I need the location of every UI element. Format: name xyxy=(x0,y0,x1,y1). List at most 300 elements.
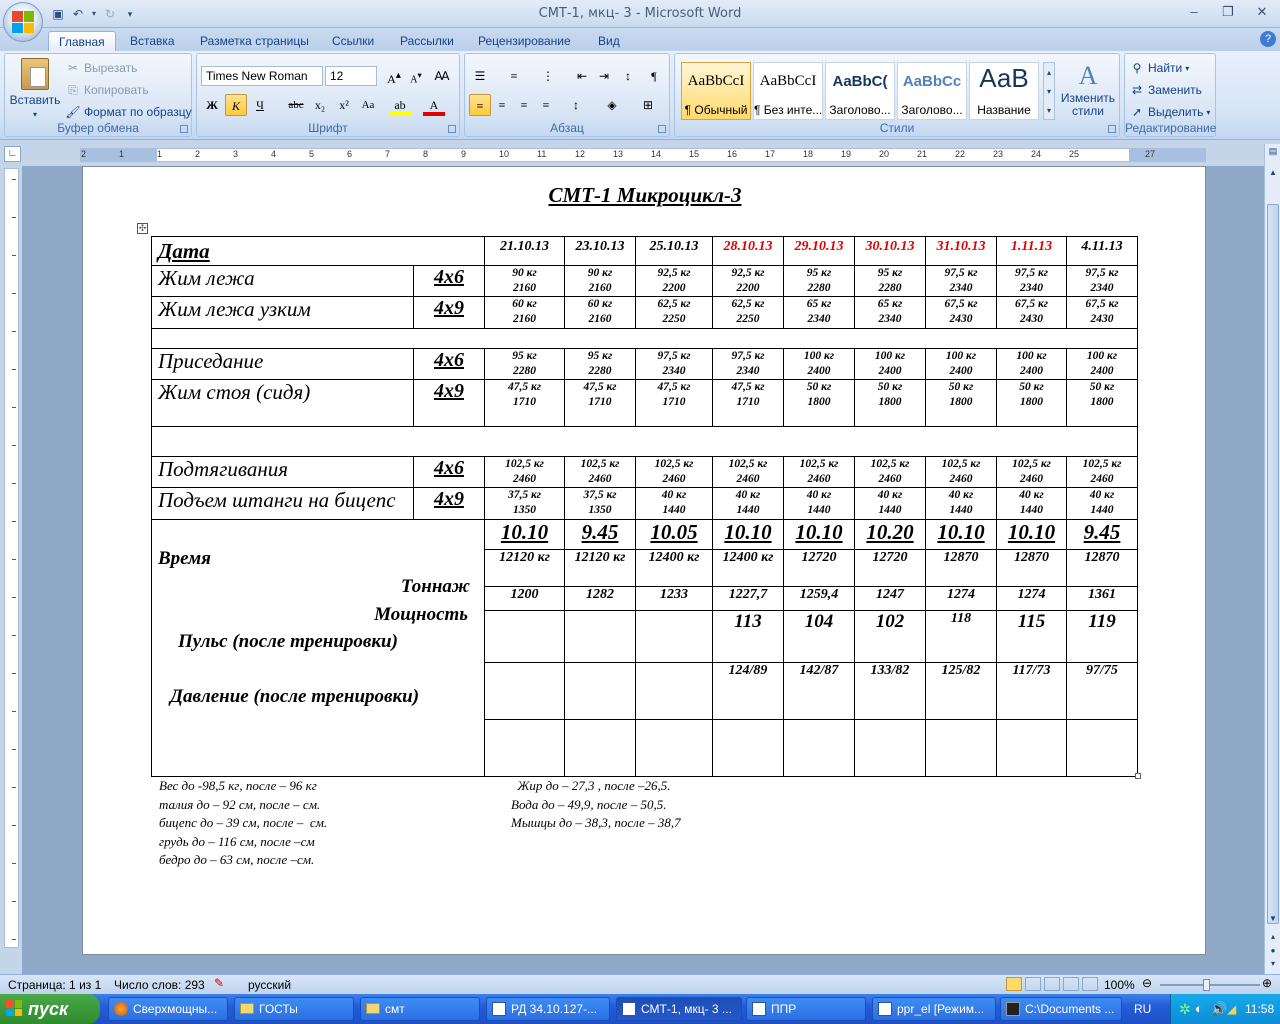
decrease-indent-icon[interactable]: ⇤ xyxy=(576,69,588,83)
word-count[interactable]: Число слов: 293 xyxy=(114,978,205,992)
tonnage-value: 1710 xyxy=(662,396,686,408)
vertical-ruler[interactable] xyxy=(4,168,19,948)
empty-cell[interactable] xyxy=(713,720,784,777)
draft-icon[interactable] xyxy=(1082,977,1098,991)
tab-page-layout[interactable]: Разметка страницы xyxy=(200,34,309,48)
scheme-cell[interactable]: 4x9 xyxy=(414,297,485,329)
zoom-out-icon[interactable]: ⊖ xyxy=(1142,976,1153,990)
tonnage-value: 2460 xyxy=(807,473,831,485)
exercise-name[interactable]: Жим лежа xyxy=(152,266,414,297)
ruler-number: 14 xyxy=(651,149,662,159)
tonnage-value: 2340 xyxy=(807,313,831,325)
pressure-cell[interactable]: 117/73 xyxy=(997,663,1067,720)
sort-icon[interactable]: ↕ xyxy=(625,69,631,83)
exercise-name[interactable]: Подтягивания xyxy=(152,457,414,488)
times-cell[interactable]: 9.45 xyxy=(1067,520,1138,550)
times-cell[interactable]: 9.45 xyxy=(565,520,636,550)
italic-icon[interactable]: К xyxy=(225,94,247,116)
empty-cell[interactable] xyxy=(1067,720,1138,777)
tonnage-cell[interactable]: 12870 xyxy=(997,550,1067,587)
weight-value: 67,5 кг xyxy=(1014,298,1049,310)
bold-icon[interactable]: Ж xyxy=(206,98,218,112)
weight-cell[interactable] xyxy=(1067,488,1138,520)
date-cell[interactable]: 31.10.13 xyxy=(926,237,997,266)
weight-cell[interactable] xyxy=(636,457,713,488)
dialog-launcher-icon[interactable] xyxy=(1108,125,1116,133)
ruler-number: 16 xyxy=(727,149,738,159)
weight-cell[interactable] xyxy=(565,457,636,488)
numbering-icon[interactable]: ≡ xyxy=(510,69,518,83)
undo-icon[interactable]: ↶ xyxy=(72,7,84,21)
restore-icon[interactable]: ❐ xyxy=(1222,4,1234,19)
weight-cell[interactable] xyxy=(997,488,1067,520)
tonnage-value: 1800 xyxy=(807,396,831,408)
power-cell[interactable]: 1274 xyxy=(997,587,1067,611)
bullets-icon[interactable]: ☰ xyxy=(474,69,486,83)
copy-button[interactable]: ⎘ Копировать xyxy=(65,82,149,98)
style-heading-2[interactable]: AaBbCc Заголово... xyxy=(897,62,967,120)
tonnage-cell[interactable]: 12720 xyxy=(784,550,855,587)
weight-cell[interactable] xyxy=(855,488,926,520)
scissors-icon: ✂ xyxy=(67,61,79,75)
weight-cell[interactable] xyxy=(997,380,1067,427)
underline-icon[interactable]: Ч xyxy=(256,98,264,112)
ruler-tick xyxy=(12,711,16,712)
table-resize-handle[interactable] xyxy=(1135,773,1141,779)
style-title[interactable]: АаВ Название xyxy=(969,62,1039,120)
pulse-cell[interactable]: 104 xyxy=(784,611,855,663)
weight-value: 90 кг xyxy=(587,267,613,279)
document-page[interactable] xyxy=(82,166,1206,955)
start-button[interactable]: пуск xyxy=(0,994,100,1024)
horizontal-ruler[interactable] xyxy=(80,148,1206,162)
find-button[interactable]: ⚲ Найти ▾ xyxy=(1129,60,1189,76)
pressure-cell[interactable]: 125/82 xyxy=(926,663,997,720)
line-spacing-icon[interactable]: ↕ xyxy=(573,98,579,112)
dialog-launcher-icon[interactable] xyxy=(180,125,188,133)
weight-cell[interactable] xyxy=(485,297,565,329)
times-cell[interactable]: 10.05 xyxy=(636,520,713,550)
weight-cell[interactable] xyxy=(485,380,565,427)
exercise-name[interactable]: Жим стоя (сидя) xyxy=(152,380,414,427)
scheme-cell[interactable]: 4x6 xyxy=(414,349,485,380)
label-power: Мощность xyxy=(374,604,468,625)
weight-cell[interactable] xyxy=(636,380,713,427)
note-line: бедро до – 63 см, после –см. xyxy=(159,852,315,867)
binoculars-icon: ⚲ xyxy=(1132,61,1142,75)
weight-cell[interactable] xyxy=(565,297,636,329)
table-row xyxy=(152,297,1138,329)
weight-cell[interactable] xyxy=(565,266,636,297)
ruler-tick xyxy=(12,255,16,256)
weight-cell[interactable] xyxy=(713,297,784,329)
weight-value: 40 кг xyxy=(877,489,903,501)
weight-cell[interactable] xyxy=(784,457,855,488)
taskbar-item[interactable]: C:\Documents ... xyxy=(1000,997,1122,1021)
tonnage-value: 2400 xyxy=(949,365,973,377)
pulse-cell[interactable]: 102 xyxy=(855,611,926,663)
times-cell[interactable]: 10.10 xyxy=(485,520,565,550)
align-center-icon[interactable]: ≡ xyxy=(498,98,506,112)
taskbar xyxy=(0,994,1280,1024)
spacer-row xyxy=(152,329,1138,349)
scheme-cell[interactable]: 4x9 xyxy=(414,380,485,427)
date-cell[interactable]: 21.10.13 xyxy=(485,237,565,266)
weight-value: 50 кг xyxy=(806,381,832,393)
weight-cell[interactable] xyxy=(1067,266,1138,297)
weight-value: 92,5 кг xyxy=(657,267,691,279)
tonnage-cell[interactable]: 12400 кг xyxy=(636,550,713,587)
zoom-level[interactable]: 100% xyxy=(1104,978,1135,992)
vertical-scrollbar[interactable] xyxy=(1264,144,1280,974)
cut-button[interactable]: ✂ Вырезать xyxy=(65,60,137,76)
pressure-cell[interactable] xyxy=(636,663,713,720)
ruler-tick xyxy=(12,293,16,294)
tab-review[interactable]: Рецензирование xyxy=(478,34,571,48)
clock[interactable]: 11:58 xyxy=(1245,1002,1275,1016)
highlight-icon[interactable]: ab xyxy=(389,94,411,116)
scroll-up-icon[interactable]: ▲ xyxy=(1269,168,1277,177)
empty-cell[interactable] xyxy=(565,720,636,777)
ruler-tick xyxy=(12,939,16,940)
style-heading-1[interactable]: AaBbC( Заголово... xyxy=(825,62,895,120)
date-cell[interactable]: 28.10.13 xyxy=(713,237,784,266)
exercise-name[interactable]: Подъем штанги на бицепс xyxy=(152,488,414,520)
style-no-spacing[interactable]: AaBbCcI ¶ Без инте... xyxy=(753,62,823,120)
power-cell[interactable]: 1247 xyxy=(855,587,926,611)
tonnage-value: 2460 xyxy=(662,473,686,485)
tonnage-value: 1710 xyxy=(513,396,536,408)
times-cell[interactable]: 10.10 xyxy=(926,520,997,550)
pulse-cell[interactable]: 119 xyxy=(1067,611,1138,663)
change-case-icon[interactable]: Aa xyxy=(361,99,375,111)
browse-object-icon[interactable]: ● xyxy=(1270,946,1276,955)
weight-value: 102,5 кг xyxy=(1012,458,1051,470)
power-cell[interactable]: 1233 xyxy=(636,587,713,611)
tonnage-cell[interactable]: 12720 xyxy=(855,550,926,587)
font-family-select[interactable]: Times New Roman xyxy=(201,66,323,86)
times-cell[interactable]: 10.20 xyxy=(855,520,926,550)
weight-cell[interactable] xyxy=(713,349,784,380)
taskbar-item-active[interactable]: СМТ-1, мкц- 3 ... xyxy=(616,997,742,1021)
tonnage-value: 2430 xyxy=(949,313,973,325)
weight-cell[interactable] xyxy=(713,488,784,520)
weight-value: 102,5 кг xyxy=(1082,458,1122,470)
weight-value: 50 кг xyxy=(1019,381,1044,393)
taskbar-item[interactable]: Сверхмощны... xyxy=(108,997,228,1021)
tonnage-cell[interactable]: 12120 кг xyxy=(485,550,565,587)
weight-cell[interactable] xyxy=(636,266,713,297)
weight-cell[interactable] xyxy=(784,297,855,329)
times-cell[interactable]: 10.10 xyxy=(997,520,1067,550)
ruler-number: 23 xyxy=(993,149,1004,159)
tonnage-value: 2430 xyxy=(1020,313,1043,325)
weight-cell[interactable] xyxy=(784,349,855,380)
tonnage-value: 2160 xyxy=(588,282,612,294)
tonnage-cell[interactable]: 12120 кг xyxy=(565,550,636,587)
weight-cell[interactable] xyxy=(784,380,855,427)
weight-cell[interactable] xyxy=(713,266,784,297)
ruler-tick xyxy=(12,521,16,522)
shading-icon[interactable]: ◈ xyxy=(607,98,617,112)
power-cell[interactable]: 1282 xyxy=(565,587,636,611)
taskbar-item[interactable]: ППР xyxy=(746,997,866,1021)
date-cell[interactable]: 25.10.13 xyxy=(636,237,713,266)
strikethrough-icon[interactable]: abc xyxy=(288,99,304,111)
group-label: Абзац xyxy=(550,121,584,135)
tab-references[interactable]: Ссылки xyxy=(332,34,375,48)
tonnage-cell[interactable]: 12870 xyxy=(926,550,997,587)
weight-cell[interactable] xyxy=(485,349,565,380)
weight-cell[interactable] xyxy=(997,457,1067,488)
pulse-cell[interactable]: 115 xyxy=(997,611,1067,663)
ruler-number: 22 xyxy=(955,149,966,159)
weight-cell[interactable] xyxy=(636,488,713,520)
ruler-number: 20 xyxy=(879,149,890,159)
weight-cell[interactable] xyxy=(636,349,713,380)
align-right-icon[interactable]: ≡ xyxy=(520,98,528,112)
save-icon[interactable]: ▣ xyxy=(52,7,64,21)
chevron-down-icon: ▾ xyxy=(32,110,37,119)
change-styles-button[interactable]: A Изменить стили xyxy=(1060,61,1116,118)
increase-indent-icon[interactable]: ⇥ xyxy=(598,69,610,83)
ruler-number: 4 xyxy=(271,149,277,159)
date-cell[interactable]: 4.11.13 xyxy=(1067,237,1138,266)
style-normal[interactable]: AaBbCcI ¶ Обычный xyxy=(681,62,751,120)
replace-button[interactable]: ⇄ Заменить xyxy=(1129,82,1202,98)
clear-format-icon[interactable]: Ꜳ xyxy=(434,69,450,83)
dialog-launcher-icon[interactable] xyxy=(658,125,666,133)
date-cell[interactable]: 1.11.13 xyxy=(997,237,1067,266)
weight-cell[interactable] xyxy=(565,349,636,380)
taskbar-item[interactable]: смт xyxy=(360,997,480,1021)
weight-cell[interactable] xyxy=(855,349,926,380)
empty-cell[interactable] xyxy=(152,427,1138,457)
pressure-cell[interactable] xyxy=(485,663,565,720)
weight-cell[interactable] xyxy=(485,488,565,520)
zoom-in-icon[interactable]: ⊕ xyxy=(1262,976,1273,990)
align-left-icon[interactable]: ≡ xyxy=(469,94,491,116)
console-icon xyxy=(1006,1002,1020,1016)
weight-cell[interactable] xyxy=(636,297,713,329)
ruler-number: 15 xyxy=(689,149,700,159)
word-doc-icon xyxy=(492,1002,506,1016)
ruler-tick xyxy=(12,331,16,332)
weight-cell[interactable] xyxy=(713,380,784,427)
ruler-number: 25 xyxy=(1069,149,1080,159)
zoom-thumb[interactable] xyxy=(1203,979,1210,991)
power-cell[interactable]: 1259,4 xyxy=(784,587,855,611)
pressure-cell[interactable]: 97/75 xyxy=(1067,663,1138,720)
close-icon[interactable]: ✕ xyxy=(1256,4,1268,19)
empty-cell[interactable] xyxy=(485,720,565,777)
firefox-icon xyxy=(114,1002,128,1016)
proofing-icon[interactable]: ✎ xyxy=(214,976,225,990)
weight-cell[interactable] xyxy=(485,266,565,297)
weight-value: 97,5 кг xyxy=(1085,267,1119,279)
tab-home[interactable]: Главная xyxy=(48,31,116,51)
weight-cell[interactable] xyxy=(855,380,926,427)
pressure-cell[interactable]: 124/89 xyxy=(713,663,784,720)
empty-cell[interactable] xyxy=(997,720,1067,777)
table-move-handle-icon[interactable]: ✣ xyxy=(138,223,147,233)
weight-value: 67,5 кг xyxy=(1085,298,1119,310)
tonnage-value: 1440 xyxy=(878,504,902,516)
pressure-cell[interactable] xyxy=(565,663,636,720)
weight-cell[interactable] xyxy=(1067,457,1138,488)
scheme-cell[interactable]: 4x6 xyxy=(414,266,485,297)
times-cell[interactable]: 10.10 xyxy=(784,520,855,550)
weight-cell[interactable] xyxy=(926,457,997,488)
pressure-cell[interactable]: 142/87 xyxy=(784,663,855,720)
ruler-number: 2 xyxy=(195,149,201,159)
tonnage-value: 2340 xyxy=(949,282,973,294)
ruler-number: 3 xyxy=(233,149,239,159)
weight-cell[interactable] xyxy=(926,488,997,520)
weight-cell[interactable] xyxy=(1067,349,1138,380)
ruler-tick xyxy=(12,407,16,408)
weight-cell[interactable] xyxy=(926,349,997,380)
font-size-select[interactable]: 12 xyxy=(325,66,377,86)
weight-cell[interactable] xyxy=(926,380,997,427)
weight-cell[interactable] xyxy=(855,266,926,297)
volume-icon[interactable]: 🔊 xyxy=(1211,1001,1228,1016)
window-controls xyxy=(1184,4,1272,22)
paste-button[interactable]: Вставить ▾ xyxy=(9,58,61,119)
weight-cell[interactable] xyxy=(565,380,636,427)
redo-icon[interactable]: ↻ xyxy=(104,7,116,21)
power-cell[interactable]: 1274 xyxy=(926,587,997,611)
notes-left xyxy=(159,777,327,870)
tab-insert[interactable]: Вставка xyxy=(130,34,175,48)
date-cell[interactable]: 23.10.13 xyxy=(565,237,636,266)
weight-cell[interactable] xyxy=(485,457,565,488)
zoom-slider[interactable] xyxy=(1160,984,1260,986)
select-button[interactable]: ➚ Выделить ▾ xyxy=(1129,104,1210,120)
ruler-number: 1 xyxy=(119,149,125,159)
weight-value: 100 кг xyxy=(1016,350,1047,362)
weight-cell[interactable] xyxy=(784,266,855,297)
empty-cell[interactable] xyxy=(636,720,713,777)
taskbar-item[interactable]: РД 34.10.127-... xyxy=(486,997,610,1021)
scheme-cell[interactable]: 4x6 xyxy=(414,457,485,488)
grow-font-icon[interactable]: A▴ xyxy=(387,70,401,86)
power-cell[interactable]: 1361 xyxy=(1067,587,1138,611)
ruler-tick xyxy=(12,673,16,674)
dialog-launcher-icon[interactable] xyxy=(448,125,456,133)
minimize-icon[interactable]: – xyxy=(1190,4,1198,19)
tonnage-cell[interactable]: 12870 xyxy=(1067,550,1138,587)
windows-logo-icon xyxy=(6,1000,22,1016)
empty-cell[interactable] xyxy=(784,720,855,777)
scroll-down-icon[interactable]: ▼ xyxy=(1269,914,1277,923)
taskbar-item[interactable]: ГОСТы xyxy=(234,997,354,1021)
network-icon[interactable]: ✲ xyxy=(1179,1001,1191,1017)
full-screen-icon[interactable] xyxy=(1025,977,1041,991)
empty-cell[interactable] xyxy=(926,720,997,777)
exercise-name[interactable]: Жим лежа узким xyxy=(152,297,414,329)
office-button[interactable] xyxy=(3,2,43,42)
customize-qat-icon[interactable]: ▾ xyxy=(127,9,133,19)
format-painter-button[interactable]: 🖌 Формат по образцу xyxy=(65,105,192,119)
pulse-cell[interactable]: 113 xyxy=(713,611,784,663)
multilevel-list-icon[interactable]: ⋮ xyxy=(542,69,554,83)
safely-remove-icon[interactable]: ◢ xyxy=(1227,1002,1237,1016)
justify-icon[interactable]: ≡ xyxy=(542,98,550,112)
weight-cell[interactable] xyxy=(565,488,636,520)
date-cell[interactable]: 29.10.13 xyxy=(784,237,855,266)
weight-cell[interactable] xyxy=(1067,297,1138,329)
power-cell[interactable]: 1200 xyxy=(485,587,565,611)
weight-cell[interactable] xyxy=(855,297,926,329)
weight-cell[interactable] xyxy=(997,266,1067,297)
subscript-icon[interactable]: x₂ xyxy=(314,98,326,112)
clipboard-group xyxy=(4,53,192,137)
times-cell[interactable]: 10.10 xyxy=(713,520,784,550)
weight-cell[interactable] xyxy=(997,349,1067,380)
help-icon[interactable]: ? xyxy=(1260,31,1276,47)
print-layout-icon[interactable] xyxy=(1006,977,1022,991)
weight-cell[interactable] xyxy=(1067,380,1138,427)
tonnage-value: 1440 xyxy=(736,504,760,516)
weight-value: 40 кг xyxy=(1089,489,1115,501)
font-color-icon[interactable]: A xyxy=(423,94,445,116)
weight-value: 100 кг xyxy=(1086,350,1118,362)
empty-cell[interactable] xyxy=(152,329,1138,349)
pulse-cell[interactable]: 118 xyxy=(926,611,997,663)
pilcrow-icon[interactable]: ¶ xyxy=(651,69,657,83)
styles-scroll[interactable]: ▴ ▾ ▾ xyxy=(1043,62,1055,120)
next-page-icon[interactable]: ▾ xyxy=(1270,959,1275,968)
date-label[interactable]: Дата xyxy=(152,237,485,266)
exercise-name[interactable]: Приседание xyxy=(152,349,414,380)
superscript-icon[interactable]: x² xyxy=(339,98,349,112)
tonnage-cell[interactable]: 12400 кг xyxy=(713,550,784,587)
pulse-cell[interactable] xyxy=(485,611,565,663)
weight-cell[interactable] xyxy=(855,457,926,488)
tab-view[interactable]: Вид xyxy=(598,34,620,48)
language[interactable]: русский xyxy=(248,978,292,992)
tab-mailings[interactable]: Рассылки xyxy=(400,34,454,48)
language-indicator[interactable]: RU xyxy=(1134,1002,1152,1016)
weight-value: 50 кг xyxy=(877,381,903,393)
weight-cell[interactable] xyxy=(713,457,784,488)
weight-cell[interactable] xyxy=(784,488,855,520)
scheme-cell[interactable]: 4x9 xyxy=(414,488,485,520)
pulse-cell[interactable] xyxy=(565,611,636,663)
weight-cell[interactable] xyxy=(926,266,997,297)
weight-cell[interactable] xyxy=(997,297,1067,329)
page-count[interactable]: Страница: 1 из 1 xyxy=(8,978,102,992)
empty-cell[interactable] xyxy=(855,720,926,777)
scroll-thumb[interactable] xyxy=(1267,204,1279,924)
power-cell[interactable]: 1227,7 xyxy=(713,587,784,611)
antivirus-icon[interactable]: ◐ xyxy=(1195,1001,1203,1016)
shrink-font-icon[interactable]: A▾ xyxy=(410,71,422,86)
outline-icon[interactable] xyxy=(1063,977,1079,991)
ruler-toggle-icon[interactable]: ▤ xyxy=(1268,146,1278,156)
pressure-cell[interactable]: 133/82 xyxy=(855,663,926,720)
web-layout-icon[interactable] xyxy=(1044,977,1060,991)
prev-page-icon[interactable]: ▴ xyxy=(1270,932,1275,941)
date-cell[interactable]: 30.10.13 xyxy=(855,237,926,266)
weight-cell[interactable] xyxy=(926,297,997,329)
borders-icon[interactable]: ⊞ xyxy=(642,98,654,112)
undo-dropdown-icon[interactable]: ▾ xyxy=(91,9,96,18)
taskbar-item[interactable]: ppr_el [Режим... xyxy=(872,997,996,1021)
tab-selector[interactable]: ∟ xyxy=(4,146,21,162)
pulse-cell[interactable] xyxy=(636,611,713,663)
